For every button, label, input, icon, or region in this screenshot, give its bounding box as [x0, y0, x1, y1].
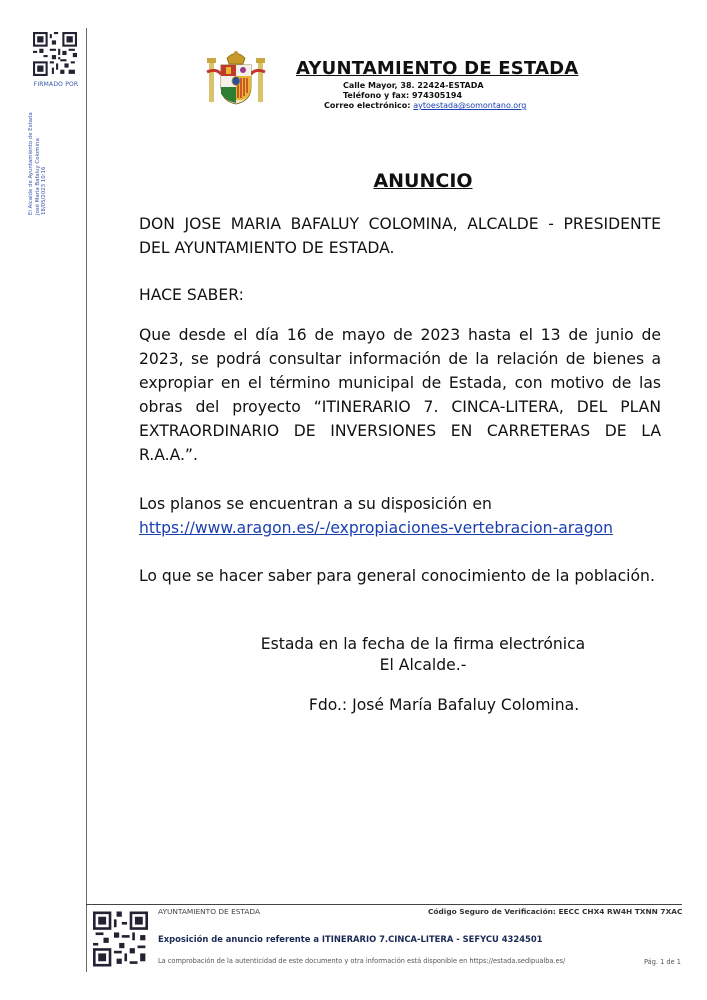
verification-code: Código Seguro de Verificación: EECC CHX4 RW4H TXNN 7XAC: [428, 907, 683, 916]
signature-line: El Alcalde de Ayuntamiento de Estada: [28, 112, 34, 215]
document-description: Exposición de anuncio referente a ITINERARIO 7.CINCA-LITERA - SEFYCU 4324501: [158, 934, 543, 944]
signed-by-label: FIRMADO POR: [33, 81, 79, 88]
hace-saber-heading: HACE SABER:: [139, 286, 244, 304]
plans-text: Los planos se encuentran a su disposición en: [139, 495, 492, 513]
signed-by: Fdo.: José María Bafaluy Colomina.: [308, 696, 580, 714]
email-label: Correo electrónico:: [324, 101, 411, 110]
phone: Teléfono y fax: 974305194: [343, 91, 463, 100]
signer-role: El Alcalde.-: [379, 656, 467, 674]
plans-link[interactable]: https://www.aragon.es/-/expropiaciones-vertebracion-aragon: [139, 519, 614, 537]
intro-paragraph: DON JOSE MARIA BAFALUY COLOMINA, ALCALDE - PRESIDENTE DEL AYUNTAMIENTO DE ESTADA.: [139, 215, 661, 257]
notice-title-text: ANUNCIO: [373, 170, 473, 192]
footer-divider: [86, 904, 682, 905]
authenticity-note: La comprobación de la autenticidad de este documento y otra información está disponible en https://estada.sedipualba.es/: [158, 957, 566, 965]
closing-paragraph: Lo que se hacer saber para general conocimiento de la población.: [139, 567, 655, 585]
organization-name: AYUNTAMIENTO DE ESTADA: [296, 58, 579, 79]
signature-line: José María Bafaluy Colomina: [34, 138, 41, 215]
qr-code-icon: [93, 910, 148, 968]
plans-paragraph: [139, 492, 661, 540]
coat-of-arms-icon: [205, 48, 267, 114]
signature-line: 18/05/2023 10:16: [41, 166, 48, 215]
email-line: [324, 101, 526, 110]
place-date: Estada en la fecha de la firma electrónica: [260, 635, 586, 653]
signature-stamp: [28, 35, 68, 215]
address: Calle Mayor, 38. 22424-ESTADA: [343, 81, 484, 90]
body-paragraph: Que desde el día 16 de mayo de 2023 hasta el 13 de junio de 2023, se podrá consultar información de la relación de bienes a expropiar en el término municipal de Estada, con motivo de las obras del proyecto “ITINERARIO 7. CINCA-LITERA, DEL PLAN EXTRAORDINARIO DE INVERSIONES EN CARRETERAS DE LA R.A.A.”.: [139, 326, 661, 464]
footer-organization: AYUNTAMIENTO DE ESTADA: [158, 907, 261, 916]
email-link[interactable]: aytoestada@somontano.org: [413, 101, 527, 110]
page-number: Pág. 1 de 1: [644, 958, 681, 966]
margin-divider: [86, 28, 87, 972]
notice-title: [139, 170, 707, 192]
